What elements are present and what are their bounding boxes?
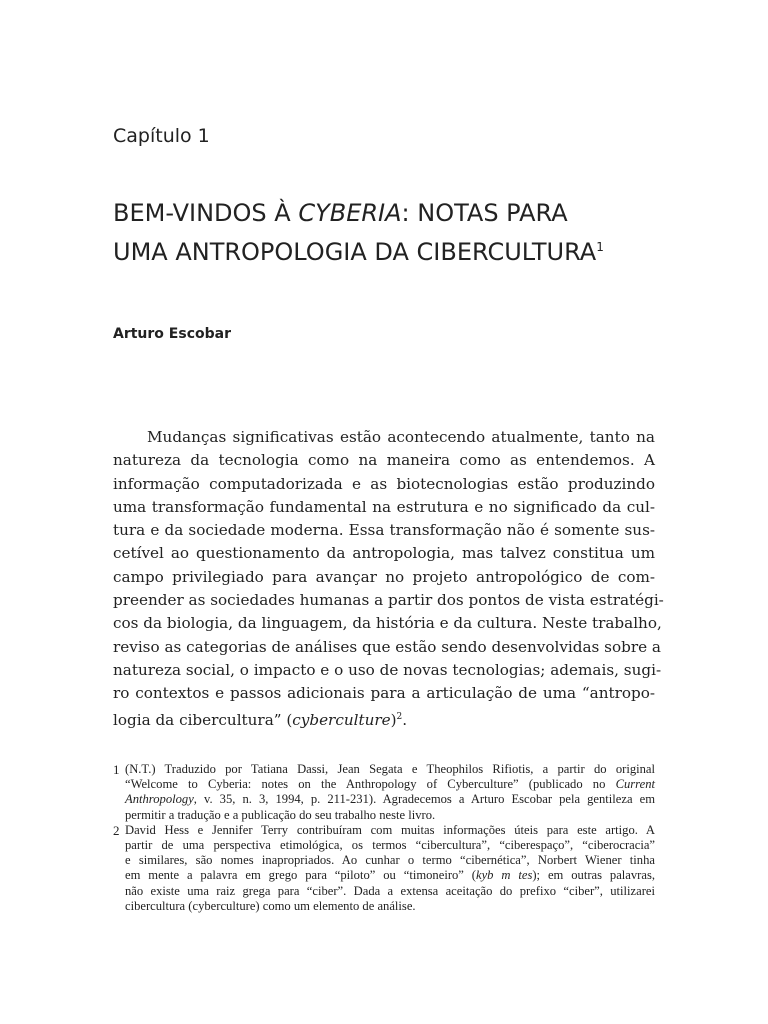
body-italic-text: cyberculture	[292, 710, 391, 729]
body-line: cetível ao questionamento da antropologia, mas talvez constitua um	[113, 544, 655, 563]
body-line: uma transformação fundamental na estrutura e no significado da cul-	[113, 497, 655, 516]
title-italic-text: CYBERIA	[298, 199, 402, 227]
title-text: UMA ANTROPOLOGIA DA CIBERCULTURA	[113, 238, 597, 266]
chapter-title	[113, 196, 693, 269]
footnote-2	[113, 823, 655, 914]
footnote-text: ); em outras palavras,	[532, 868, 656, 883]
body-text: .	[402, 710, 408, 729]
footnote-text: em mente a palavra em grego para “piloto” ou “timoneiro” (	[125, 868, 476, 883]
title-text: BEM-VINDOS À	[113, 199, 299, 227]
footnote-line: cibercultura (cyberculture) como um elemento de análise.	[125, 898, 416, 913]
body-text: logia da cibercultura” (	[113, 710, 293, 729]
title-footnote-ref: 1	[596, 240, 604, 254]
body-line: ro contextos e passos adicionais para a articulação de uma “antropo-	[113, 684, 655, 703]
body-line: natureza social, o impacto e o uso de novas tecnologias; ademais, sugi-	[113, 660, 662, 679]
body-line: cos da biologia, da linguagem, da história e da cultura. Neste trabalho,	[113, 614, 662, 633]
body-paragraph	[113, 426, 664, 732]
footnote-number: 2	[113, 822, 120, 838]
footnote-line	[125, 792, 655, 807]
footnote-line: partir de uma perspectiva etimológica, os termos “cibercultura”, “ciberespaço”, “ciberocracia”	[125, 838, 655, 853]
footnote-number: 1	[113, 762, 120, 777]
footnote-1	[113, 762, 655, 823]
title-text: : NOTAS PARA	[401, 199, 568, 227]
body-line: informação computadorizada e as biotecnologias estão produzindo	[113, 474, 655, 493]
body-line: natureza da tecnologia como na maneira como as entendemos. A	[113, 451, 655, 470]
author-name: Arturo Escobar	[113, 326, 231, 342]
body-line: Mudanças significativas estão acontecendo atualmente, tanto na	[147, 428, 655, 446]
body-footnote-ref: 2	[396, 711, 403, 722]
footnote-italic-text: kyb m tes	[476, 868, 533, 883]
footnote-text: “Welcome to Cyberia: notes on the Anthropology of Cyberculture” (publicado no	[125, 777, 616, 792]
body-line: preender as sociedades humanas a partir dos pontos de vista estratégi-	[113, 591, 664, 610]
footnote-line: permitir a tradução e a publicação do seu trabalho neste livro.	[125, 807, 436, 822]
footnote-line: não existe uma raiz grega para “ciber”. Dada a extensa aceitação do prefixo “ciber”, utilizarei	[125, 883, 655, 898]
footnote-italic-text: Anthropology	[125, 792, 194, 807]
footnote-italic-text: Current	[615, 777, 655, 792]
footnotes	[113, 762, 655, 914]
body-text: )	[390, 710, 397, 729]
footnote-text: , v. 35, n. 3, 1994, p. 211-231). Agradecemos a Arturo Escobar pela gentileza em	[193, 792, 655, 807]
footnote-line: e similares, são nomes inapropriados. Ao cunhar o termo “cibernética”, Norbert Wiener tinha	[125, 853, 655, 868]
body-line: tura e da sociedade moderna. Essa transformação não é somente sus-	[113, 521, 655, 540]
footnote-line: (N.T.) Traduzido por Tatiana Dassi, Jean Segata e Theophilos Rifiotis, a partir do original	[125, 762, 655, 776]
body-line: reviso as categorias de análises que estão sendo desenvolvidas sobre a	[113, 637, 661, 656]
title-line-2	[113, 230, 693, 269]
body-line: campo privilegiado para avançar no projeto antropológico de com-	[113, 567, 655, 586]
body-line-last	[113, 706, 655, 732]
chapter-label: Capítulo 1	[113, 125, 210, 147]
footnote-line: David Hess e Jennifer Terry contribuíram com muitas informações úteis para este artigo. A	[125, 822, 655, 837]
title-line-1	[113, 196, 693, 230]
footnote-line	[125, 777, 655, 792]
footnote-line	[125, 868, 655, 883]
